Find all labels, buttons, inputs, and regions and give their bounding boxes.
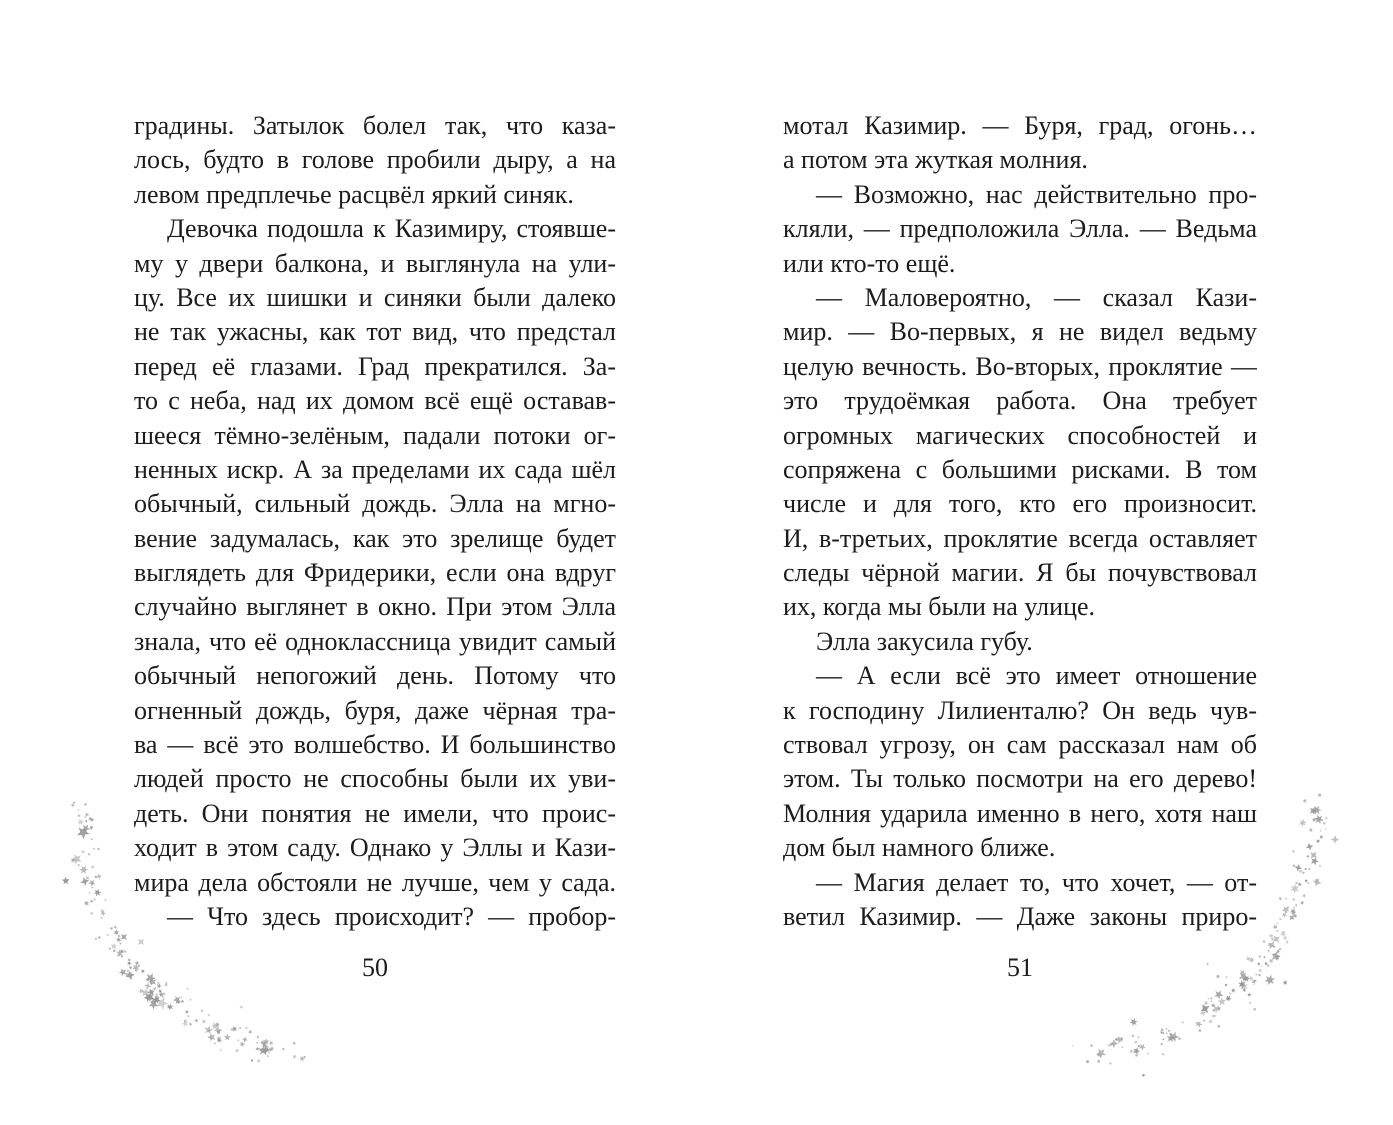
text-line: целую вечность. Во-вторых, проклятие — — [783, 351, 1257, 381]
text-line: огромных магических способностей и — [783, 420, 1257, 450]
text-line: кляли, — предположила Элла. — Ведьма — [783, 214, 1257, 244]
text-line: — Что здесь происходит? — пробор- — [167, 901, 616, 931]
text-line: левом предплечье расцвёл яркий синяк. — [134, 179, 574, 209]
text-line: И, в-третьих, проклятие всегда оставляет — [783, 523, 1257, 553]
right-page-text — [783, 109, 1257, 934]
text-line: шееся тёмно-зелёным, падали потоки ог- — [134, 420, 616, 450]
text-line: вение задумалась, как это зрелище будет — [134, 523, 616, 553]
text-line: — Возможно, нас действительно про- — [816, 179, 1257, 209]
text-line: дом был намного ближе. — [783, 833, 1056, 863]
text-line: Элла закусила губу. — [816, 626, 1033, 656]
text-line: следы чёрной магии. Я бы почувствовал — [783, 558, 1257, 588]
text-line: — А если всё это имеет отношение — [816, 661, 1257, 691]
text-line: мотал Казимир. — Буря, град, огонь… — [783, 111, 1257, 140]
text-line: их, когда мы были на улице. — [783, 592, 1096, 622]
text-line: к господину Лилиенталю? Он ведь чув- — [783, 695, 1257, 725]
text-line: а потом эта жуткая молния. — [783, 145, 1088, 175]
left-page-text — [134, 109, 616, 934]
text-line: му у двери балкона, и выглянула на ули- — [134, 248, 616, 278]
text-line: обычный непогожий день. Потому что — [134, 661, 616, 691]
text-line: этом. Ты только посмотри на его дерево! — [783, 764, 1257, 794]
text-line: — Магия делает то, что хочет, — от- — [816, 867, 1257, 897]
text-line: ствовал угрозу, он сам рассказал нам об — [783, 730, 1257, 760]
text-line: Девочка подошла к Казимиру, стоявше- — [167, 214, 616, 244]
text-line: или кто-то ещё. — [783, 248, 956, 278]
text-line: числе и для того, кто его произносит. — [783, 489, 1257, 519]
text-line: лось, будто в голове пробили дыру, а на — [134, 145, 616, 175]
text-line: знала, что её одноклассница увидит самый — [134, 626, 616, 656]
text-line: ветил Казимир. — Даже законы приро- — [783, 901, 1257, 931]
text-line: людей просто не способны были их уви- — [134, 764, 616, 794]
text-line: деть. Они понятия не имели, что проис- — [134, 798, 616, 828]
text-line: ва — всё это волшебство. И большинство — [134, 730, 616, 760]
text-line: ходит в этом саду. Однако у Эллы и Кази- — [134, 833, 616, 863]
text-line: мира дела обстояли не лучше, чем у сада. — [134, 867, 616, 897]
text-line: перед её глазами. Град прекратился. За- — [134, 351, 616, 381]
text-line: ненных искр. А за пределами их сада шёл — [134, 454, 616, 484]
text-line: огненный дождь, буря, даже чёрная тра- — [134, 695, 616, 725]
text-line: мир. — Во-первых, я не видел ведьму — [783, 317, 1257, 347]
text-line: то с неба, над их домом всё ещё оставав- — [134, 386, 616, 416]
text-line: Молния ударила именно в него, хотя наш — [783, 798, 1257, 828]
text-line: не так ужасны, как тот вид, что предстал — [134, 317, 616, 347]
text-line: выглядеть для Фридерики, если она вдруг — [134, 558, 616, 588]
text-line: обычный, сильный дождь. Элла на мгно- — [134, 489, 616, 519]
text-line: случайно выглянет в окно. При этом Элла — [134, 592, 616, 622]
left-page-number: 50 — [362, 953, 388, 982]
text-line: — Маловероятно, — сказал Кази- — [816, 282, 1257, 312]
text-line: это трудоёмкая работа. Она требует — [783, 386, 1257, 416]
text-line: градины. Затылок болел так, что каза- — [134, 111, 616, 140]
right-page-number: 51 — [1007, 953, 1033, 982]
text-line: сопряжена с большими рисками. В том — [783, 454, 1257, 484]
text-line: цу. Все их шишки и синяки были далеко — [134, 282, 616, 312]
